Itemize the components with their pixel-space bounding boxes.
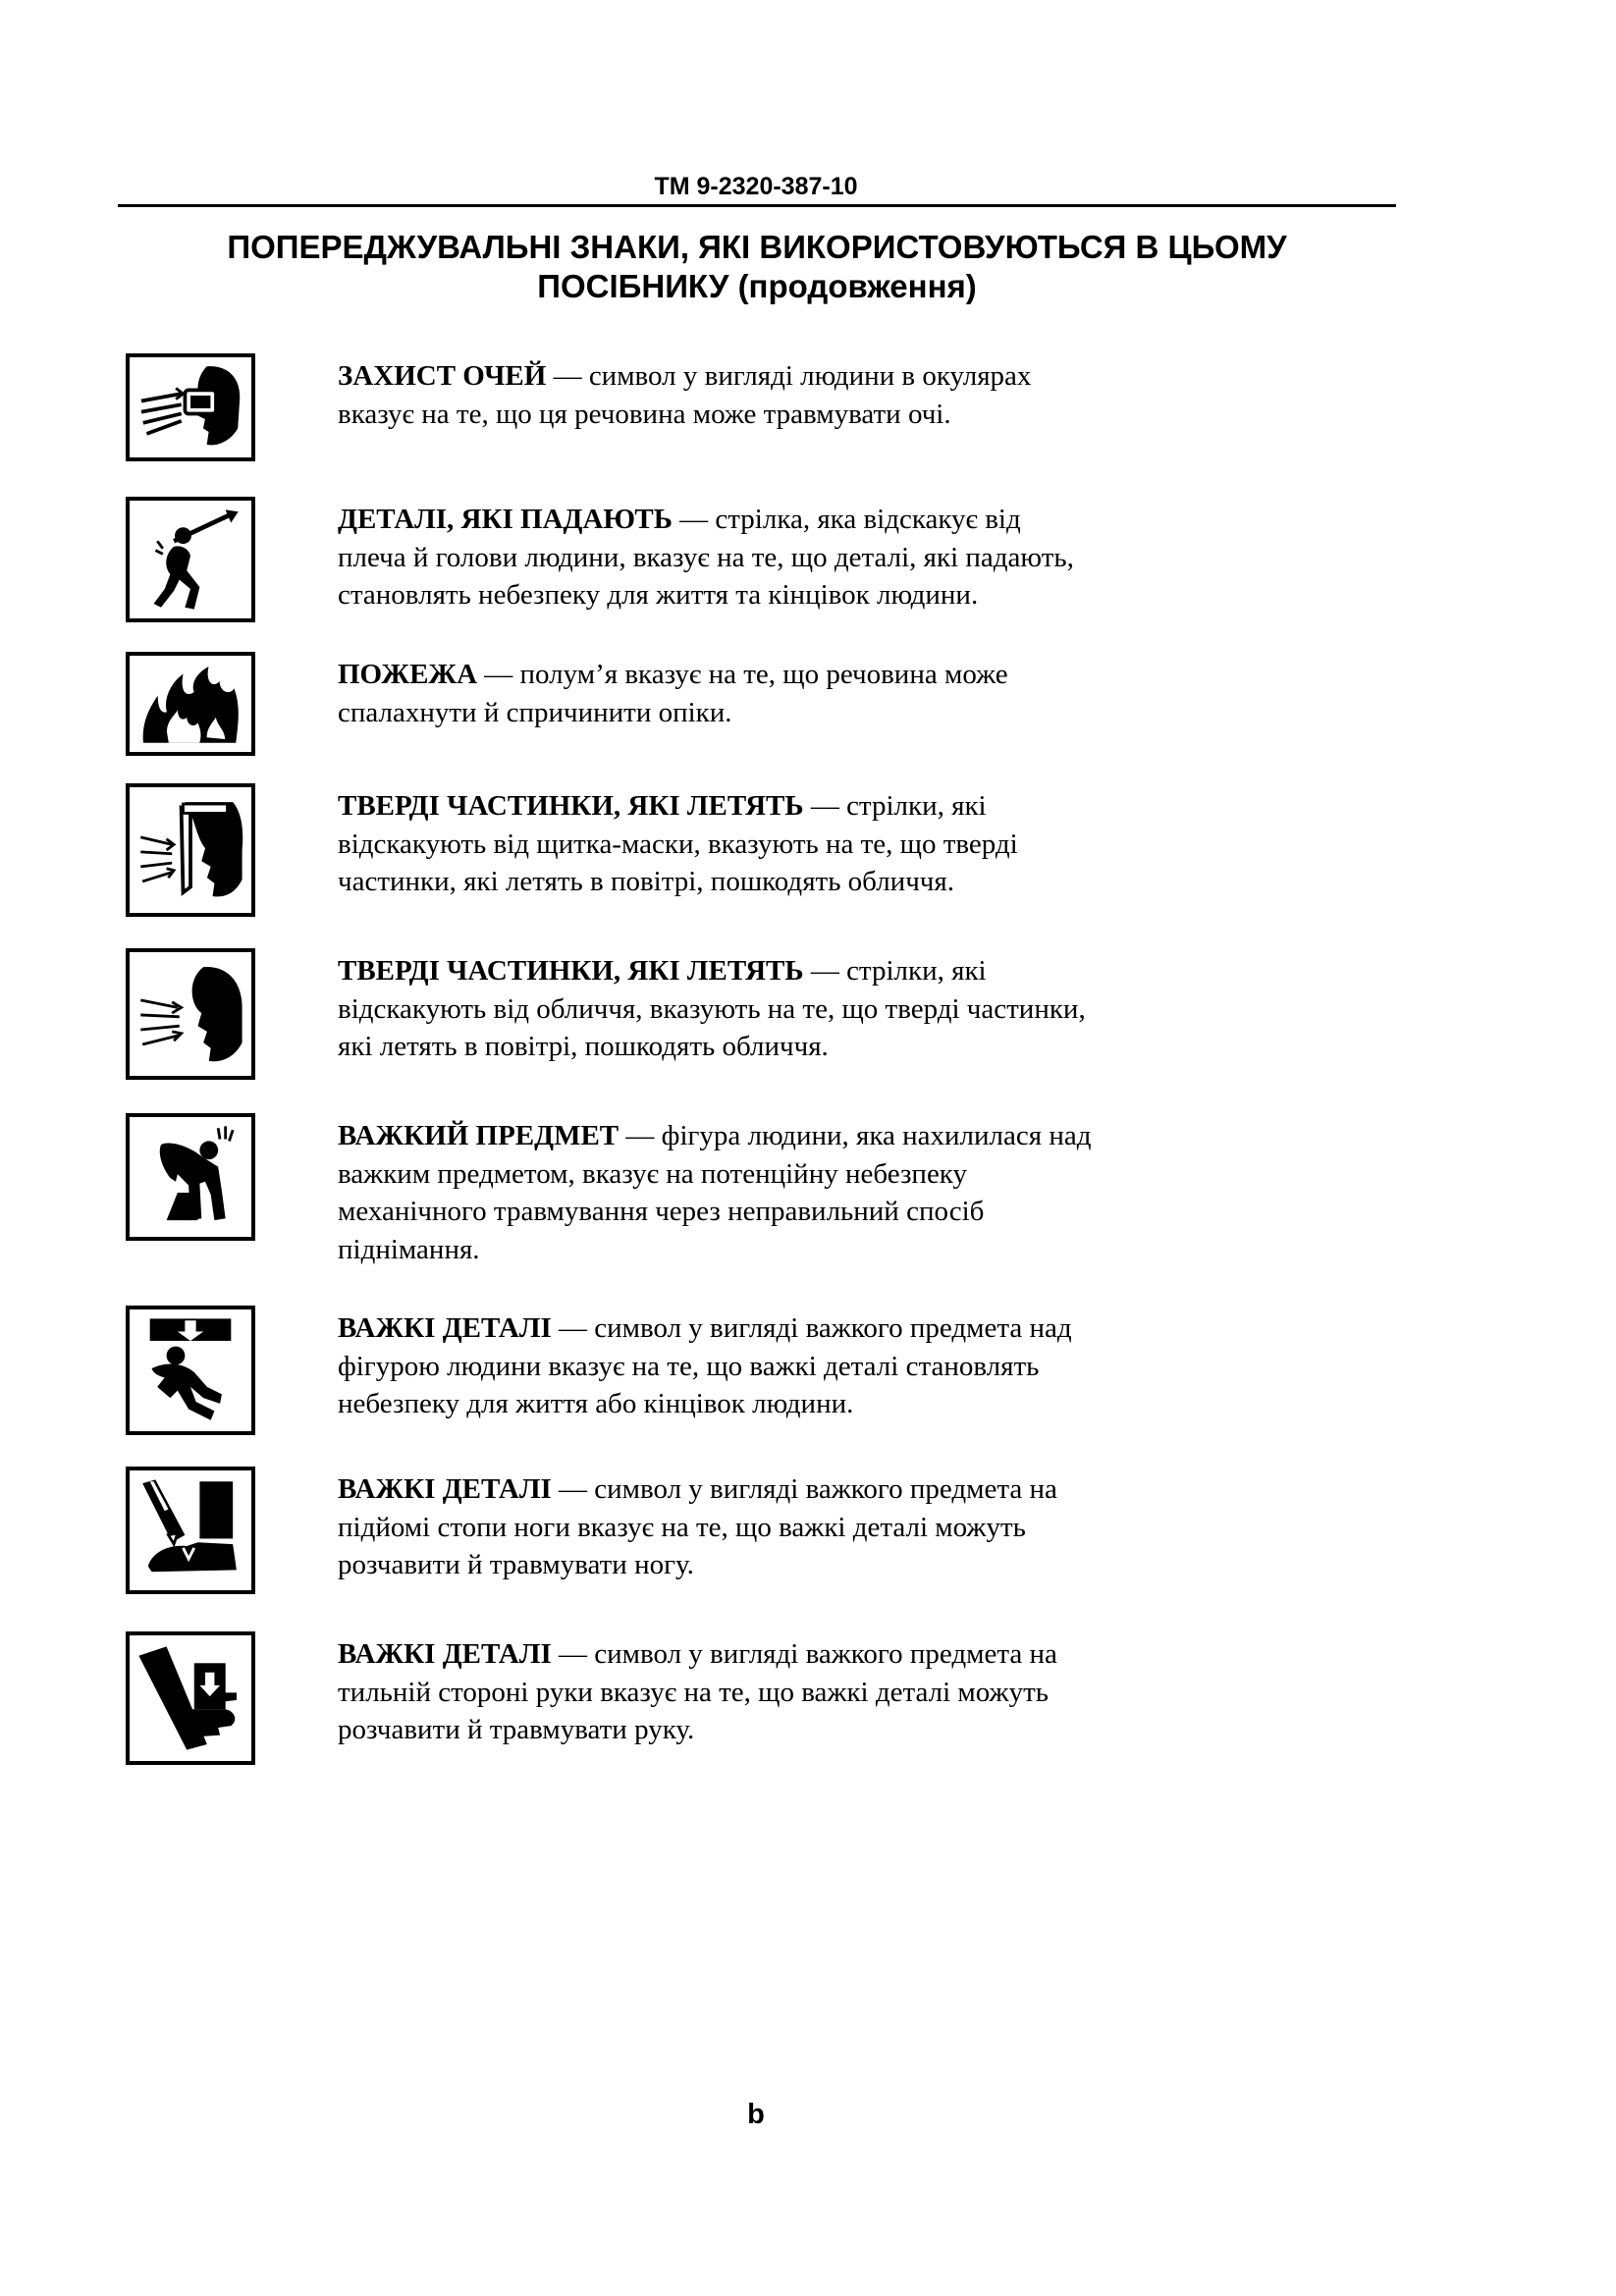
warning-description: ВАЖКІ ДЕТАЛІ — символ у вигляді важкого предмета на підйомі стопи ноги вказує на те, що важкі деталі можуть розчавити й травмувати ногу.	[338, 1473, 1057, 1580]
falling-parts-icon	[126, 497, 255, 622]
warning-term: ЗАХИСТ ОЧЕЙ	[338, 360, 547, 392]
heavy-object-lifting-icon	[126, 1113, 255, 1241]
flying-particles-face-shield-icon	[126, 783, 255, 917]
eye-protection-icon	[126, 353, 255, 461]
heavy-parts-foot-icon	[126, 1467, 255, 1594]
warning-term: ВАЖКІ ДЕТАЛІ	[338, 1638, 552, 1670]
warning-description: ТВЕРДІ ЧАСТИНКИ, ЯКІ ЛЕТЯТЬ — стрілки, які відскакують від щитка-маски, вказують на те, що тверді частинки, які летять в повітрі, пошкодять обличчя.	[338, 790, 1018, 897]
header-rule	[118, 204, 1396, 207]
warning-description: ПОЖЕЖА — полум’я вказує на те, що речовина може спалахнути й спричинити опіки.	[338, 659, 1008, 728]
page-title-line2: ПОСІБНИКУ (продовження)	[537, 268, 977, 304]
warning-term: ВАЖКІ ДЕТАЛІ	[338, 1312, 552, 1344]
warning-description: ТВЕРДІ ЧАСТИНКИ, ЯКІ ЛЕТЯТЬ — стрілки, які відскакують від обличчя, вказують на те, що тверді частинки, які летять в повітрі, пошкодять обличчя.	[338, 955, 1086, 1062]
warning-description: ЗАХИСТ ОЧЕЙ — символ у вигляді людини в окулярах вказує на те, що ця речовина може травмувати очі.	[338, 360, 1032, 430]
warning-term: ДЕТАЛІ, ЯКІ ПАДАЮТЬ	[338, 504, 673, 535]
page-title-line1: ПОПЕРЕДЖУВАЛЬНІ ЗНАКИ, ЯКІ ВИКОРИСТОВУЮТЬСЯ В ЦЬОМУ	[227, 229, 1287, 265]
warning-term: ВАЖКИЙ ПРЕДМЕТ	[338, 1120, 619, 1151]
warning-description: ВАЖКИЙ ПРЕДМЕТ — фігура людини, яка нахилилася над важким предметом, вказує на потенційну небезпеку механічного травмування через неправильний спосіб піднімання.	[338, 1120, 1092, 1265]
warning-term: ВАЖКІ ДЕТАЛІ	[338, 1473, 552, 1505]
flying-particles-face-icon	[126, 948, 255, 1080]
warning-description: ВАЖКІ ДЕТАЛІ — символ у вигляді важкого предмета на тильній стороні руки вказує на те, що важкі деталі можуть розчавити й травмувати руку.	[338, 1638, 1057, 1745]
warning-description: ДЕТАЛІ, ЯКІ ПАДАЮТЬ — стрілка, яка відскакує від плеча й голови людини, вказує на те, що деталі, які падають, становлять небезпеку для життя та кінцівок людини.	[338, 504, 1074, 611]
warning-term: ПОЖЕЖА	[338, 659, 478, 690]
heavy-parts-hand-icon	[126, 1631, 255, 1765]
document-code: TM 9-2320-387-10	[654, 173, 858, 200]
fire-icon	[126, 652, 255, 756]
page-title	[118, 228, 1396, 306]
page-number: b	[747, 2099, 765, 2130]
warning-description: ВАЖКІ ДЕТАЛІ — символ у вигляді важкого предмета над фігурою людини вказує на те, що важкі деталі становлять небезпеку для життя або кінцівок людини.	[338, 1312, 1072, 1419]
warning-term: ТВЕРДІ ЧАСТИНКИ, ЯКІ ЛЕТЯТЬ	[338, 790, 804, 822]
heavy-parts-overhead-icon	[126, 1306, 255, 1435]
warning-term: ТВЕРДІ ЧАСТИНКИ, ЯКІ ЛЕТЯТЬ	[338, 955, 804, 987]
